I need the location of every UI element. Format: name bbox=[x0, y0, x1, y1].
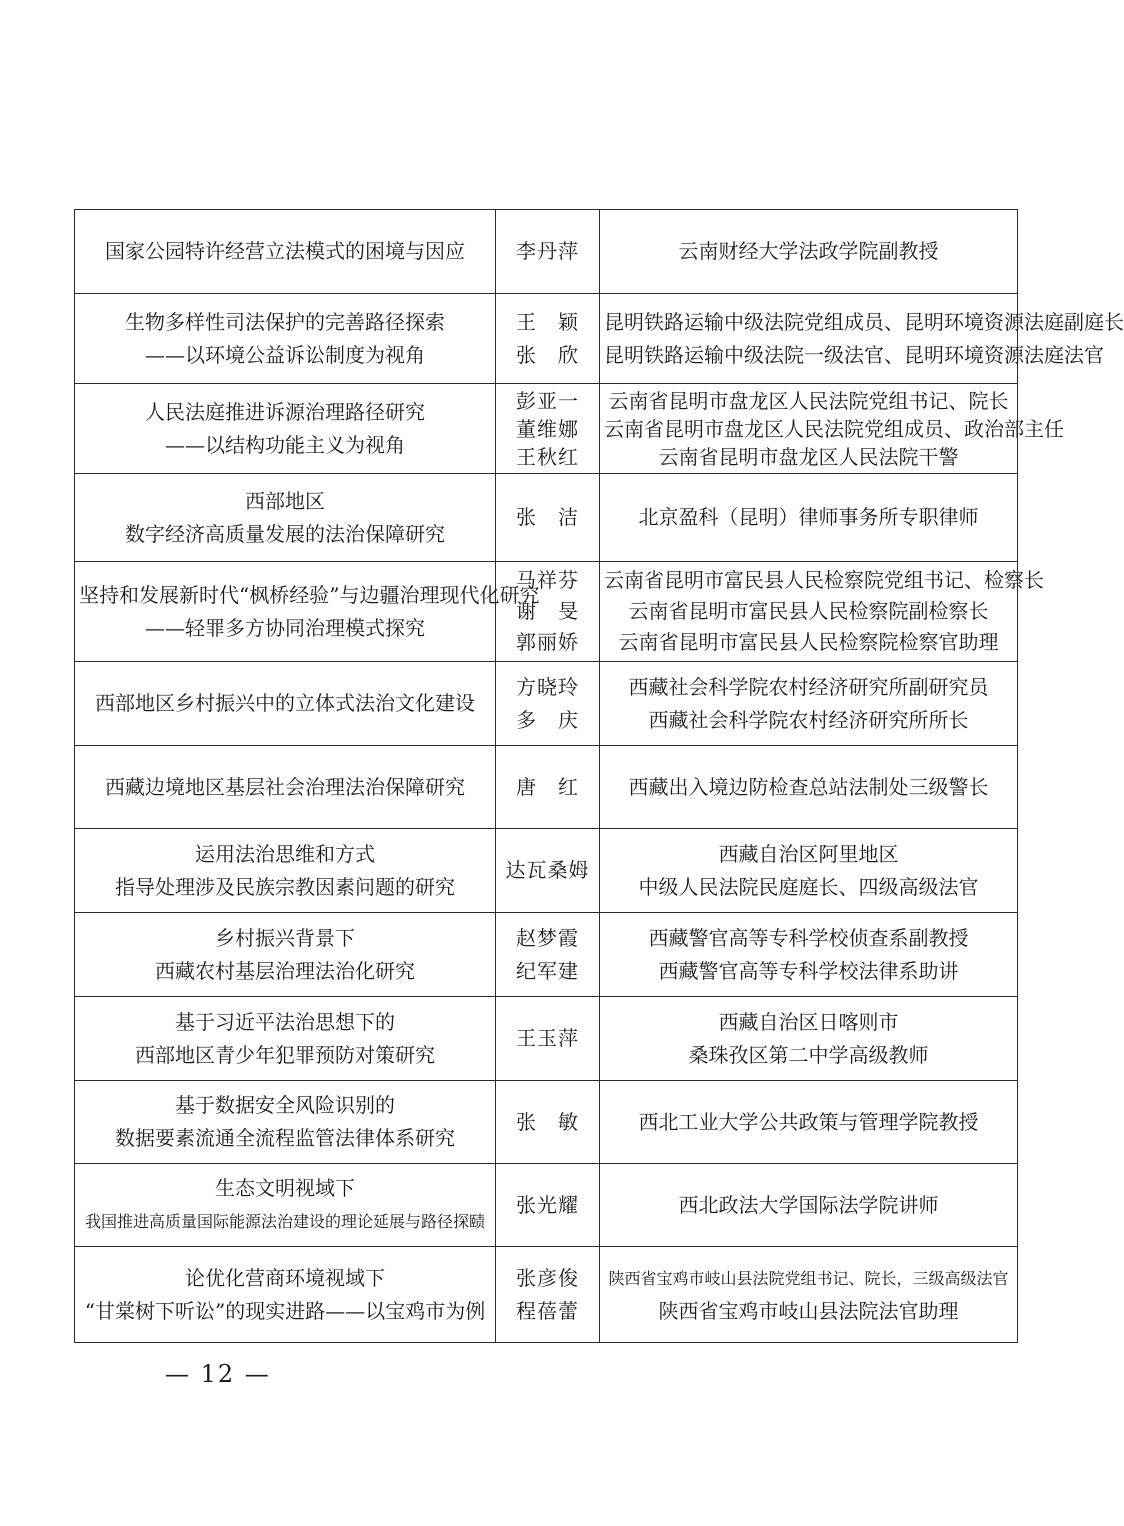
affiliation-cell bbox=[600, 1081, 1018, 1164]
affiliation-text: 昆明铁路运输中级法院党组成员、昆明环境资源法庭副庭长 bbox=[604, 309, 1124, 334]
author-name: 彭亚一 bbox=[516, 388, 579, 413]
author-name: 张 欣 bbox=[516, 342, 579, 367]
affiliation-text: 西藏社会科学院农村经济研究所所长 bbox=[648, 707, 969, 732]
author-name: 赵梦霞 bbox=[516, 925, 579, 950]
table-row bbox=[75, 746, 1018, 829]
affiliation-cell bbox=[600, 913, 1018, 997]
paper-title: 数据要素流通全流程监管法律体系研究 bbox=[115, 1126, 455, 1150]
paper-title: 西藏农村基层治理法治化研究 bbox=[155, 958, 415, 983]
paper-title: 坚持和发展新时代“枫桥经验”与边疆治理现代化研究 bbox=[79, 582, 540, 607]
affiliation-text: 云南省昆明市盘龙区人民法院干警 bbox=[658, 444, 959, 469]
author-cell bbox=[496, 746, 600, 829]
affiliation-text: 西北工业大学公共政策与管理学院教授 bbox=[638, 1109, 979, 1134]
author-name: 王 颖 bbox=[516, 309, 579, 334]
paper-title: 生态文明视域下 bbox=[215, 1176, 355, 1200]
paper-title: 论优化营商环境视域下 bbox=[185, 1265, 385, 1290]
author-name: 马祥芬 bbox=[516, 568, 579, 592]
affiliation-cell bbox=[600, 384, 1064, 474]
author-name: 多 庆 bbox=[516, 707, 579, 732]
table-row bbox=[75, 1164, 1018, 1247]
affiliation-text: 西藏警官高等专科学校法律系助讲 bbox=[658, 958, 959, 983]
paper-subtitle: ——以环境公益诉讼制度为视角 bbox=[145, 342, 425, 367]
paper-title: 西部地区 bbox=[245, 488, 325, 513]
paper-title-cell bbox=[75, 913, 496, 997]
affiliation-text: 云南省昆明市富民县人民检察院检察官助理 bbox=[618, 630, 999, 654]
affiliation-cell bbox=[600, 474, 1018, 562]
paper-title-cell bbox=[75, 294, 496, 384]
author-name: 谢 旻 bbox=[516, 599, 579, 623]
author-cell bbox=[496, 1081, 600, 1164]
author-name: 张 洁 bbox=[516, 505, 579, 529]
author-name: 董维娜 bbox=[516, 416, 579, 441]
author-name: 纪军建 bbox=[516, 958, 579, 983]
affiliation-text: 中级人民法院民庭庭长、四级高级法官 bbox=[638, 874, 979, 899]
author-name: 王玉萍 bbox=[516, 1026, 579, 1050]
author-name: 方晓玲 bbox=[516, 674, 579, 699]
affiliation-text: 西藏警官高等专科学校侦查系副教授 bbox=[648, 925, 969, 950]
author-cell bbox=[496, 562, 600, 662]
author-name: 张彦俊 bbox=[516, 1265, 579, 1290]
table-row bbox=[75, 384, 1018, 474]
paper-title: 乡村振兴背景下 bbox=[215, 925, 355, 950]
affiliation-cell bbox=[600, 746, 1018, 829]
affiliation-text: 云南省昆明市盘龙区人民法院党组书记、院长 bbox=[608, 388, 1009, 413]
affiliation-cell bbox=[600, 294, 1124, 384]
author-cell bbox=[496, 1247, 600, 1343]
author-name: 程蓓蕾 bbox=[516, 1298, 579, 1323]
affiliation-text: 桑珠孜区第二中学高级教师 bbox=[688, 1042, 929, 1067]
affiliation-text: 昆明铁路运输中级法院一级法官、昆明环境资源法庭法官 bbox=[604, 342, 1104, 367]
author-cell bbox=[496, 294, 600, 384]
affiliation-cell bbox=[600, 1164, 1018, 1247]
affiliation-text: 陕西省宝鸡市岐山县法院法官助理 bbox=[658, 1298, 959, 1323]
paper-title: 西部地区乡村振兴中的立体式法治文化建设 bbox=[95, 691, 475, 715]
table-row bbox=[75, 913, 1018, 997]
table-row bbox=[75, 474, 1018, 562]
paper-title: 生物多样性司法保护的完善路径探索 bbox=[125, 309, 445, 334]
affiliation-text: 云南省昆明市富民县人民检察院副检察长 bbox=[628, 599, 989, 623]
paper-title: 数字经济高质量发展的法治保障研究 bbox=[125, 521, 445, 546]
paper-subtitle: ——以结构功能主义为视角 bbox=[165, 432, 405, 457]
paper-title: 基于习近平法治思想下的 bbox=[175, 1009, 395, 1034]
affiliation-cell bbox=[600, 210, 1018, 294]
affiliation-text: 云南省昆明市富民县人民检察院党组书记、检察长 bbox=[604, 568, 1044, 592]
paper-title-cell bbox=[75, 746, 496, 829]
affiliation-cell bbox=[600, 562, 1044, 662]
author-name: 唐 红 bbox=[516, 774, 579, 799]
table-row bbox=[75, 997, 1018, 1081]
paper-title: 国家公园特许经营立法模式的困境与因应 bbox=[105, 239, 465, 263]
paper-title: 我国推进高质量国际能源法治建设的理论延展与路径探赜 bbox=[84, 1212, 485, 1231]
author-cell bbox=[496, 1164, 600, 1247]
paper-title: “甘棠树下听讼”的现实进路——以宝鸡市为例 bbox=[84, 1298, 486, 1323]
author-cell bbox=[496, 829, 600, 913]
affiliation-text: 西北政法大学国际法学院讲师 bbox=[678, 1192, 939, 1217]
author-cell bbox=[496, 384, 600, 474]
table-row bbox=[75, 294, 1018, 384]
paper-title: 基于数据安全风险识别的 bbox=[175, 1093, 395, 1117]
paper-title-cell bbox=[75, 997, 496, 1081]
paper-title: 运用法治思维和方式 bbox=[195, 841, 375, 866]
affiliation-cell bbox=[600, 997, 1018, 1081]
affiliation-text: 西藏自治区阿里地区 bbox=[718, 841, 899, 866]
paper-title: 指导处理涉及民族宗教因素问题的研究 bbox=[115, 874, 455, 899]
paper-title-cell bbox=[75, 1081, 496, 1164]
paper-title-cell bbox=[75, 1164, 496, 1247]
author-name: 郭丽娇 bbox=[516, 630, 579, 654]
table-row bbox=[75, 1081, 1018, 1164]
paper-title: 西部地区青少年犯罪预防对策研究 bbox=[135, 1042, 435, 1067]
author-cell bbox=[496, 913, 600, 997]
paper-title: 西藏边境地区基层社会治理法治保障研究 bbox=[105, 774, 465, 799]
paper-title-cell bbox=[75, 474, 496, 562]
author-name: 达瓦桑姆 bbox=[505, 858, 590, 882]
table-row bbox=[75, 829, 1018, 913]
affiliation-cell bbox=[600, 829, 1018, 913]
awards-table bbox=[74, 209, 1124, 1343]
table-row bbox=[75, 1247, 1018, 1343]
affiliation-text: 云南财经大学法政学院副教授 bbox=[678, 239, 939, 263]
affiliation-text: 西藏出入境边防检查总站法制处三级警长 bbox=[628, 774, 989, 799]
paper-title-cell bbox=[75, 210, 496, 294]
page-number: — 12 — bbox=[165, 1360, 271, 1388]
author-cell bbox=[496, 474, 600, 562]
table-row bbox=[75, 562, 1018, 662]
author-name: 张 敏 bbox=[516, 1109, 579, 1134]
paper-title-cell bbox=[75, 1247, 496, 1343]
affiliation-text: 北京盈科（昆明）律师事务所专职律师 bbox=[638, 505, 979, 529]
affiliation-cell bbox=[600, 662, 1018, 746]
paper-title-cell bbox=[75, 662, 496, 746]
affiliation-text: 西藏社会科学院农村经济研究所副研究员 bbox=[628, 674, 989, 699]
table-row bbox=[75, 662, 1018, 746]
affiliation-text: 陕西省宝鸡市岐山县法院党组书记、院长，三级高级法官 bbox=[608, 1268, 1009, 1288]
paper-title-cell bbox=[75, 829, 496, 913]
author-cell bbox=[496, 997, 600, 1081]
paper-subtitle: ——轻罪多方协同治理模式探究 bbox=[145, 615, 425, 640]
paper-title-cell bbox=[75, 384, 496, 474]
affiliation-text: 云南省昆明市盘龙区人民法院党组成员、政治部主任 bbox=[604, 416, 1064, 441]
paper-title-cell bbox=[75, 562, 540, 662]
affiliation-cell bbox=[600, 1247, 1018, 1343]
author-name: 王秋红 bbox=[516, 444, 579, 469]
table-row bbox=[75, 210, 1018, 294]
paper-title: 人民法庭推进诉源治理路径研究 bbox=[145, 399, 425, 424]
affiliation-text: 西藏自治区日喀则市 bbox=[718, 1009, 899, 1034]
author-cell bbox=[496, 210, 600, 294]
author-name: 张光耀 bbox=[516, 1192, 579, 1217]
author-name: 李丹萍 bbox=[516, 239, 579, 263]
author-cell bbox=[496, 662, 600, 746]
